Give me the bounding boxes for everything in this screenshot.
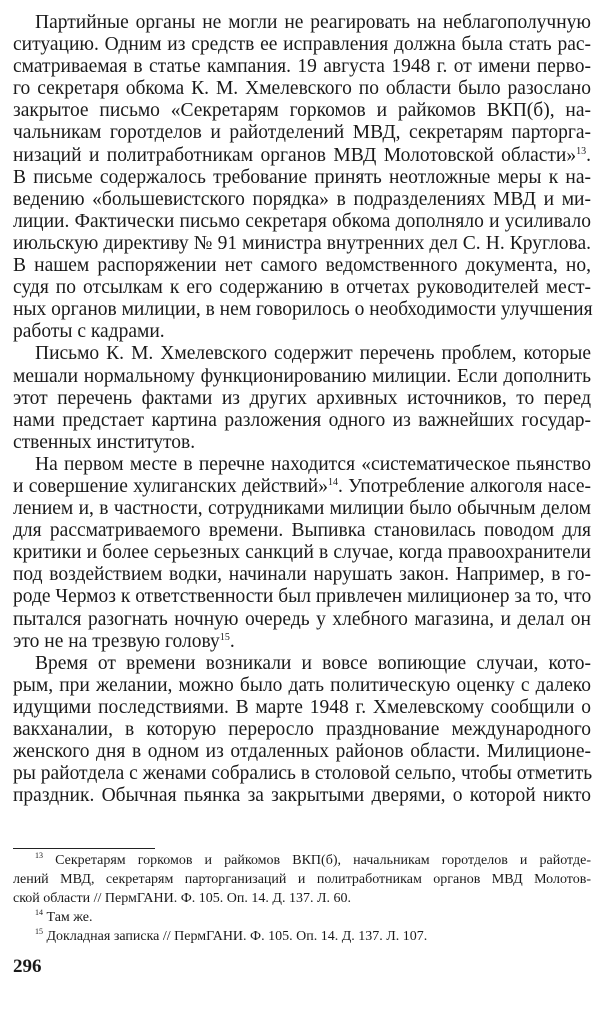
text-line [13, 343, 591, 365]
text-line [13, 410, 591, 432]
paragraph [13, 454, 591, 653]
text-line [13, 889, 591, 908]
line-text: нами предстает картина разложения одного из важнейших государ- [13, 409, 591, 431]
text-line [13, 763, 591, 785]
text-line [13, 741, 591, 763]
line-text: Там же. [43, 910, 93, 925]
text-line [13, 520, 591, 542]
footnotes [13, 851, 591, 946]
text-line [13, 12, 591, 34]
footnote-number: 14 [35, 908, 43, 917]
line-text: женского дня в одном из отдаленных районов области. Милиционе- [13, 741, 591, 763]
line-text: лиции. Фактически письмо секретаря обкома дополняло и усиливало [13, 210, 591, 232]
text-line [13, 122, 591, 144]
text-line [13, 476, 591, 498]
text-line [13, 255, 591, 277]
line-text: рым, при желании, можно было дать политическую оценку с далеко [13, 674, 591, 696]
paragraph [13, 653, 591, 808]
line-text: Секретарям горкомов и райкомов ВКП(б), начальникам горотделов и райотде- [43, 853, 591, 868]
text-line [13, 609, 591, 631]
text-line [13, 56, 591, 78]
page-number: 296 [13, 956, 42, 977]
text-line [13, 870, 591, 889]
text-line [13, 277, 591, 299]
footnote-ref: 13 [576, 145, 587, 157]
line-text: лением и, в частности, сотрудниками милиции было обычным делом [13, 498, 591, 520]
line-text: ры райотдела с женами собрались в столовой сельпо, чтобы отметить [13, 763, 593, 785]
line-text: Время от времени возникали и вовсе вопиющие случаи, кото- [35, 652, 591, 674]
line-text: лений МВД, секретарям парторганизаций и политработникам органов МВД Молотов- [13, 872, 591, 887]
text-line [13, 542, 591, 564]
text-line [13, 719, 591, 741]
line-text: праздник. Обычная пьянка за закрытыми дверями, о которой никто [13, 785, 591, 807]
text-line [13, 299, 591, 321]
footnote-ref: 15 [219, 631, 230, 643]
text-line [13, 498, 591, 520]
text-line [13, 927, 591, 946]
line-text: роде Чермоз к ответственности был привлечен милиционер за то, что [13, 586, 592, 608]
line-text: судя по отсылкам к его содержанию в отчетах руководителей мест- [13, 277, 591, 299]
text-line [13, 366, 591, 388]
line-text: идущими последствиями. В марте 1948 г. Хмелевскому сообщили о [13, 696, 591, 718]
line-text: для рассматриваемого времени. Выпивка становилась поводом для [13, 520, 591, 542]
line-text: В нашем распоряжении нет самого ведомственного документа, но, [13, 255, 591, 277]
text-line [13, 454, 591, 476]
body-text [13, 12, 591, 807]
line-text: На первом месте в перечне находится «систематическое пьянство [35, 453, 591, 475]
line-text: . Употребление алкоголя насе- [337, 475, 591, 497]
text-line [13, 189, 591, 211]
line-text: Партийные органы не могли не реагировать на неблагополучную [35, 12, 591, 33]
line-text: чальникам горотделов и райотделений МВД, секретарям парторга- [13, 122, 591, 144]
text-line [13, 631, 591, 653]
line-text: критики и более серьезных санкций в случае, когда правоохранители [13, 542, 591, 564]
line-text: и совершение хулиганских действий» [13, 475, 328, 497]
text-line [13, 388, 591, 410]
line-text: сматриваемая в статье кампания. 19 августа 1948 г. от имени перво- [13, 56, 591, 78]
footnote [13, 908, 591, 927]
text-line [13, 100, 591, 122]
line-text: вакханалии, в которую переросло празднование международного [13, 719, 591, 740]
footnote [13, 927, 591, 946]
line-text: низаций и политработникам органов МВД Молотовской области» [13, 144, 577, 166]
text-line [13, 321, 591, 343]
line-text: ведению «большевистского порядка» в подразделениях МВД и ми- [13, 188, 591, 210]
paragraph [13, 12, 591, 343]
text-line [13, 586, 591, 608]
footnote-number: 13 [35, 851, 43, 860]
line-text: этот перечень фактами из других архивных источников, то перед [13, 387, 591, 409]
paragraph [13, 343, 591, 453]
text-line [13, 564, 591, 586]
line-text: пытался разогнать ночную очередь у хлебного магазина, и делал он [13, 608, 591, 630]
text-line [13, 167, 591, 189]
text-line [13, 432, 591, 454]
line-text: это не на трезвую голову [13, 630, 220, 652]
text-line [13, 697, 591, 719]
line-text: В письме содержалось требование принять неотложные меры к на- [13, 166, 591, 188]
line-text: июльскую директиву № 91 министра внутренних дел С. Н. Круглова. [13, 232, 591, 254]
footnote-divider [13, 848, 155, 849]
line-text: закрытое письмо «Секретарям горкомов и райкомов ВКП(б), на- [13, 100, 591, 122]
text-line [13, 34, 591, 56]
footnote [13, 851, 591, 908]
footnote-number: 15 [35, 927, 43, 936]
line-text: го секретаря обкома К. М. Хмелевского по области было разослано [13, 78, 591, 100]
text-line [13, 675, 591, 697]
text-line [13, 211, 591, 233]
text-line [13, 785, 591, 807]
text-line [13, 145, 591, 167]
text-line [13, 653, 591, 675]
line-text: Докладная записка // ПермГАНИ. Ф. 105. Оп. 14. Д. 137. Л. 107. [43, 929, 428, 944]
line-text: ской области // ПермГАНИ. Ф. 105. Оп. 14. Д. 137. Л. 60. [13, 891, 351, 906]
line-text: ных органов милиции, в нем говорилось о необходимости улучшения [13, 299, 593, 321]
text-line [13, 908, 591, 927]
line-text: . [229, 630, 235, 652]
line-text: работы с кадрами. [13, 321, 165, 343]
text-line [13, 78, 591, 100]
text-line [13, 851, 591, 870]
line-text: ственных институтов. [13, 431, 196, 453]
line-text: мешали нормальному функционированию милиции. Если дополнить [13, 365, 591, 387]
text-line [13, 233, 591, 255]
line-text: . [586, 144, 591, 166]
line-text: Письмо К. М. Хмелевского содержит перечень проблем, которые [35, 343, 591, 365]
footnote-ref: 14 [327, 476, 338, 488]
line-text: ситуацию. Одним из средств ее исправления должна была стать рас- [13, 34, 591, 56]
line-text: под воздействием водки, начинали нарушать закон. Например, в го- [13, 564, 591, 586]
